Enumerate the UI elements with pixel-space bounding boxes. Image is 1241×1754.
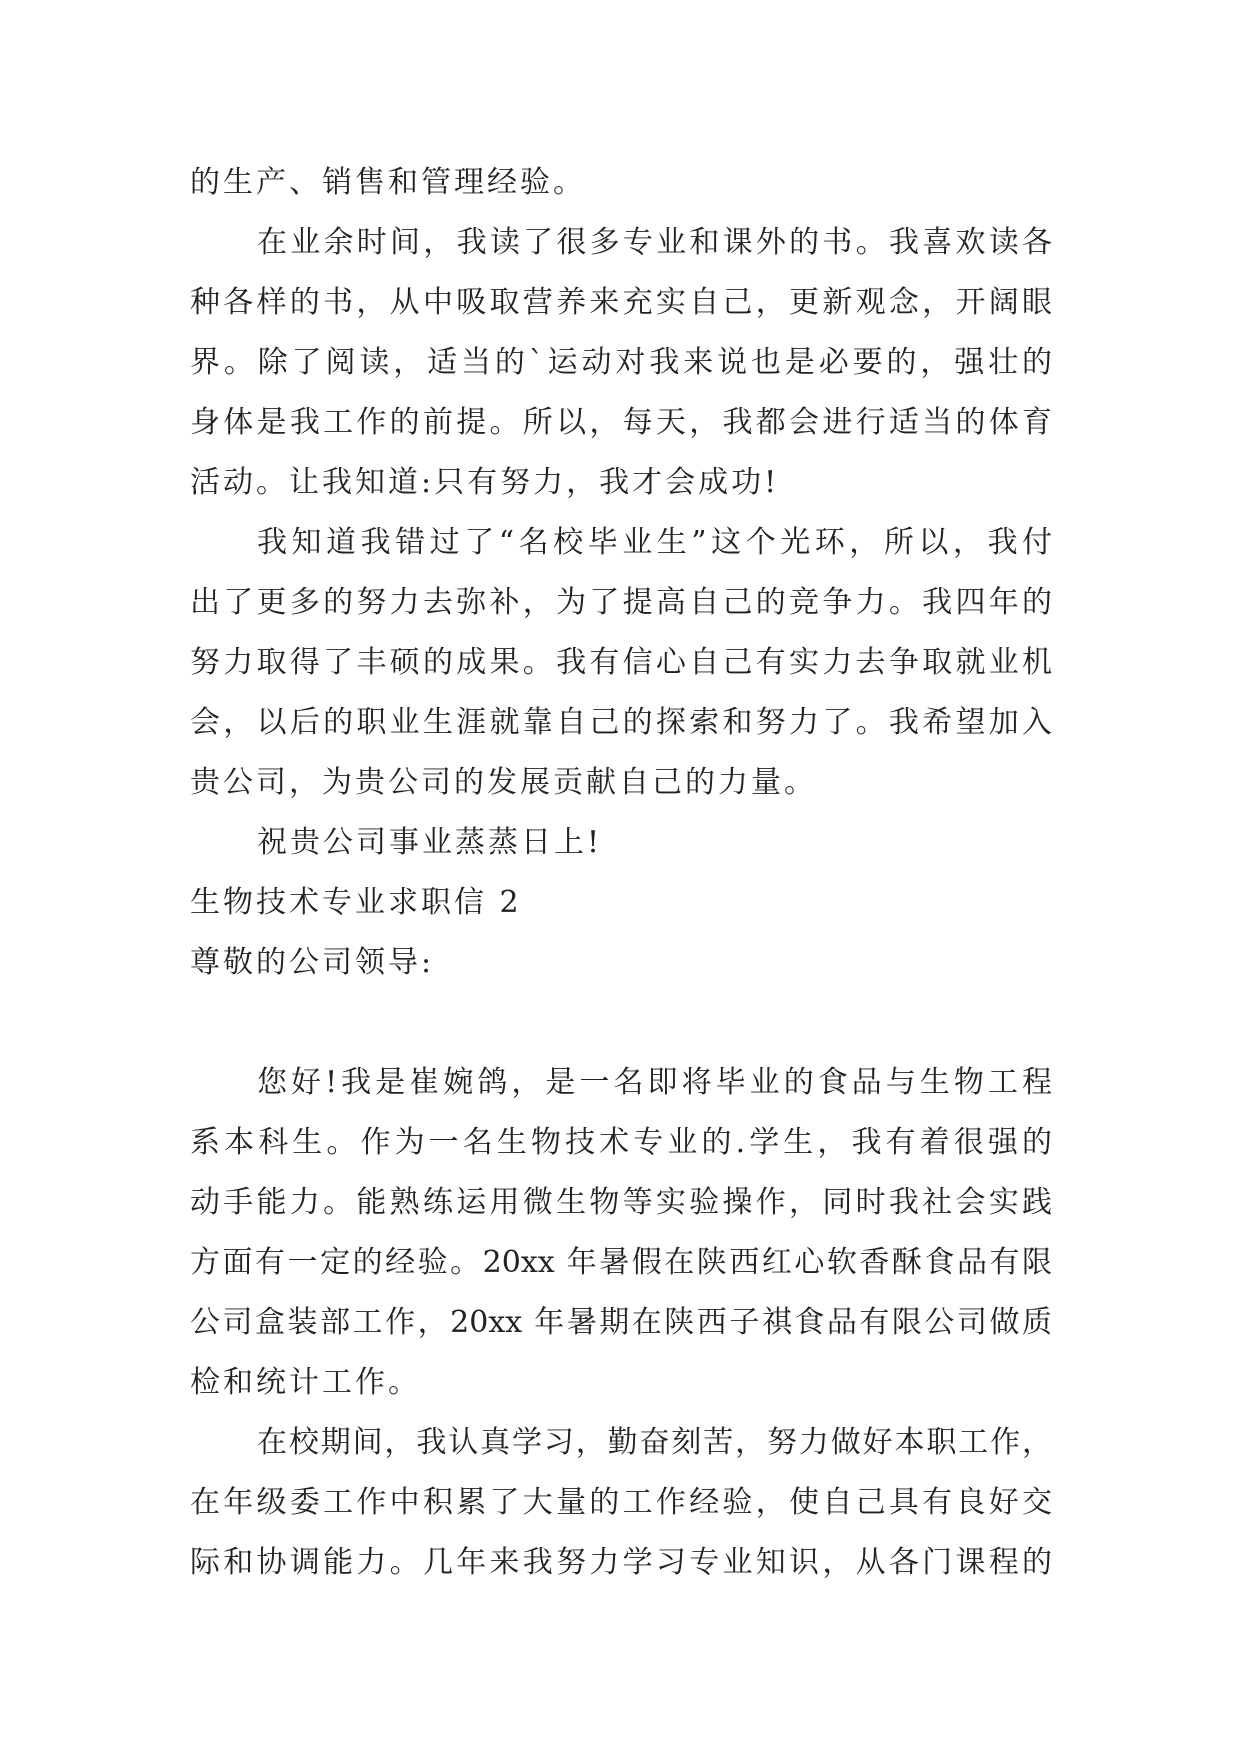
text-line: 祝贵公司事业蒸蒸日上! [257, 825, 603, 860]
text-line: 在校期间，我认真学习，勤奋刻苦，努力做好本职工作， [257, 1425, 1052, 1460]
text-line: 在年级委工作中积累了大量的工作经验，使自己具有良好交 [190, 1485, 1052, 1520]
text-line: 方面有一定的经验。20xx 年暑假在陕西红心软香酥食品有限 [190, 1245, 1052, 1280]
text-line: 出了更多的努力去弥补，为了提高自己的竞争力。我四年的 [190, 585, 1052, 620]
text-line: 贵公司，为贵公司的发展贡献自己的力量。 [190, 765, 817, 800]
section-title: 生物技术专业求职信 2 [190, 885, 522, 920]
text-line: 努力取得了丰硕的成果。我有信心自己有实力去争取就业机 [190, 645, 1052, 680]
text-line: 会，以后的职业生涯就靠自己的探索和努力了。我希望加入 [190, 705, 1052, 740]
text-line: 界。除了阅读，适当的`运动对我来说也是必要的，强壮的 [190, 345, 1052, 380]
text-line: 系本科生。作为一名生物技术专业的.学生，我有着很强的 [190, 1125, 1052, 1160]
text-line: 检和统计工作。 [190, 1365, 421, 1400]
text-line: 在业余时间，我读了很多专业和课外的书。我喜欢读各 [257, 225, 1052, 260]
text-line: 您好!我是崔婉鸽，是一名即将毕业的食品与生物工程 [257, 1065, 1052, 1100]
text-line: 活动。让我知道:只有努力，我才会成功! [190, 465, 780, 500]
text-line: 际和协调能力。几年来我努力学习专业知识，从各门课程的 [190, 1545, 1052, 1580]
text-line: 公司盒装部工作，20xx 年暑期在陕西子祺食品有限公司做质 [190, 1305, 1052, 1340]
text-line: 的生产、销售和管理经验。 [190, 165, 586, 200]
salutation: 尊敬的公司领导: [190, 945, 435, 980]
text-line: 动手能力。能熟练运用微生物等实验操作，同时我社会实践 [190, 1185, 1052, 1220]
text-line: 我知道我错过了“名校毕业生”这个光环，所以，我付 [257, 525, 1052, 560]
text-line: 种各样的书，从中吸取营养来充实自己，更新观念，开阔眼 [190, 285, 1052, 320]
text-line: 身体是我工作的前提。所以，每天，我都会进行适当的体育 [190, 405, 1052, 440]
